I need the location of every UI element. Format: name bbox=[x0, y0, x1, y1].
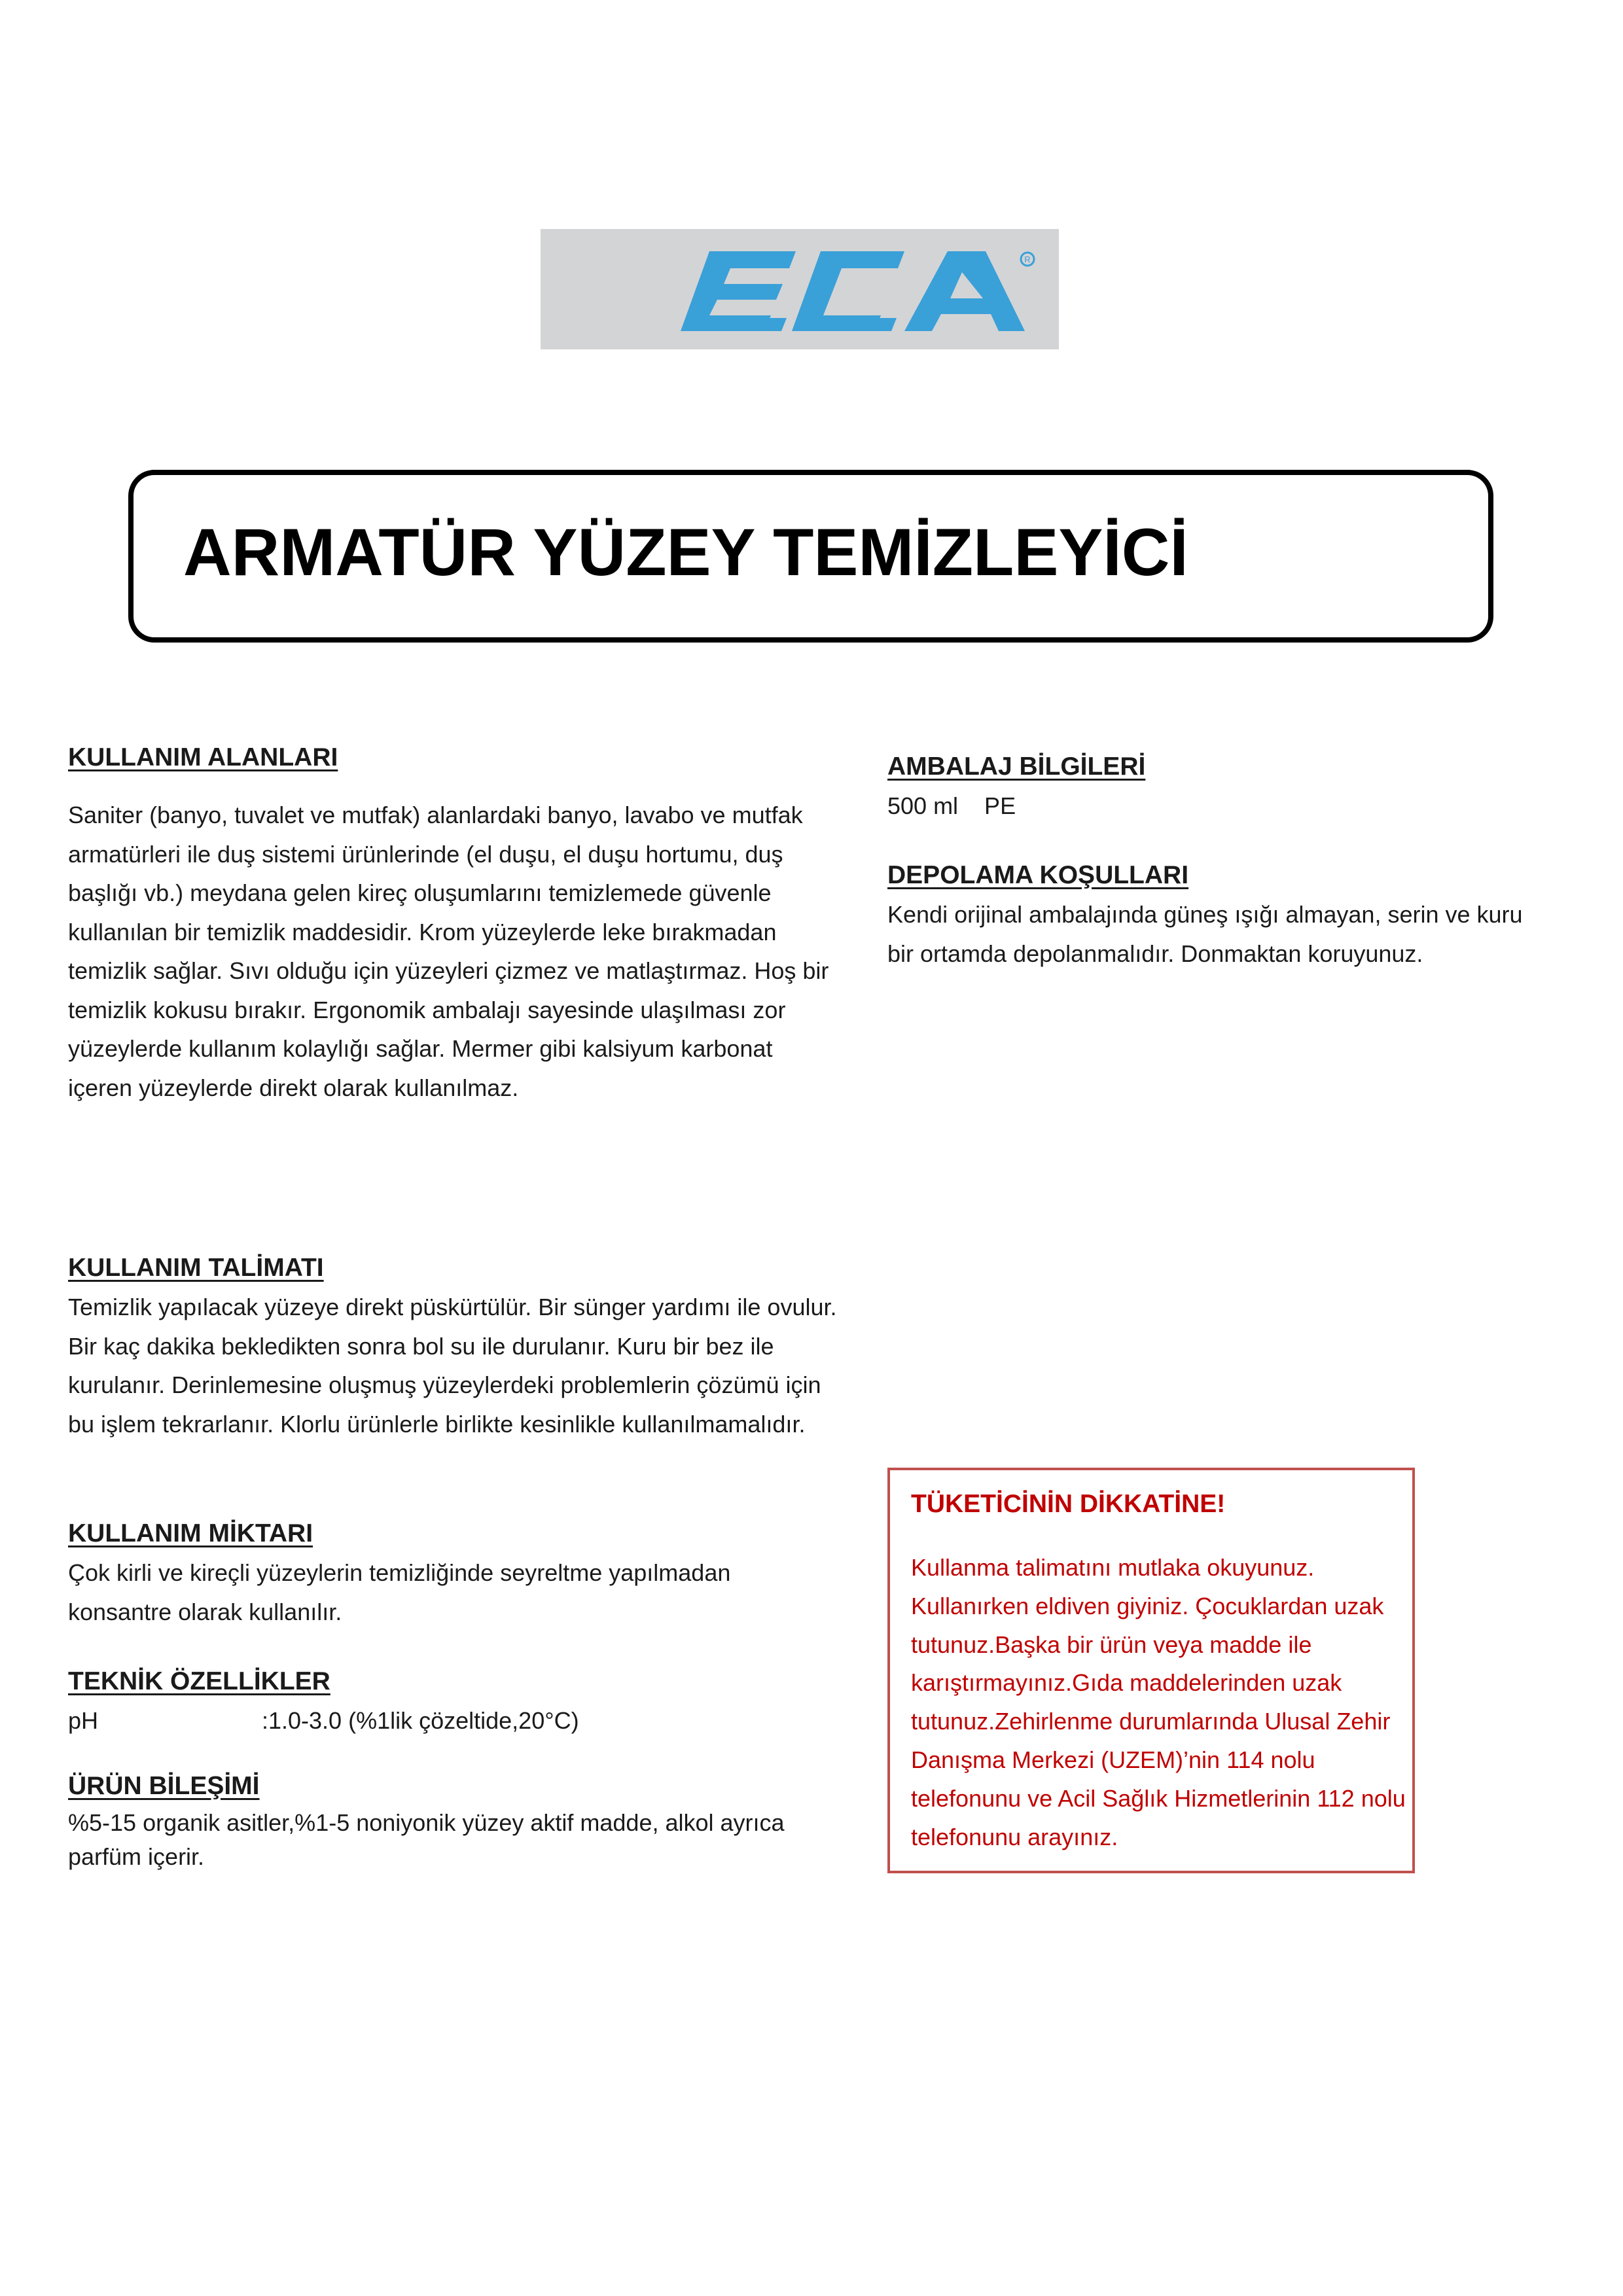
section-teknik-ozellikler bbox=[68, 1662, 840, 1740]
ph-value: :1.0-3.0 (%1lik çözeltide,20°C) bbox=[262, 1707, 579, 1734]
warning-text: Kullanma talimatını mutlaka okuyunuz. Kullanırken eldiven giyiniz. Çocuklardan uzak tutunuz.Başka bir ürün veya madde ile karıştırmayınız.Gıda maddelerinden uzak tutunuz.Zehirlenme durumlarında Ulusal Zehir Danışma Merkezi (UZEM)’nin 114 nolu telefonunu ve Acil Sağlık Hizmetlerinin 112 nolu telefonunu arayınız. bbox=[911, 1554, 1406, 1850]
section-heading: TEKNİK ÖZELLİKLER bbox=[68, 1667, 330, 1695]
section-heading: KULLANIM ALANLARI bbox=[68, 743, 338, 771]
section-text: %5-15 organik asitler,%1-5 noniyonik yüzey aktif madde, alkol ayrıca parfüm içerir. bbox=[68, 1809, 785, 1870]
section-kullanim-miktari bbox=[68, 1514, 840, 1631]
page-title: ARMATÜR YÜZEY TEMİZLEYİCİ bbox=[183, 515, 1188, 590]
section-heading: ÜRÜN BİLEŞİMİ bbox=[68, 1772, 260, 1800]
svg-text:R: R bbox=[1024, 255, 1031, 264]
section-kullanim-talimati bbox=[68, 1248, 840, 1443]
eca-logo-icon bbox=[541, 229, 1059, 349]
section-heading: AMBALAJ BİLGİLERİ bbox=[887, 752, 1146, 781]
brand-logo bbox=[541, 229, 1059, 349]
section-heading: KULLANIM TALİMATI bbox=[68, 1254, 324, 1282]
ph-label: pH bbox=[68, 1707, 99, 1734]
consumer-warning-box bbox=[887, 1468, 1415, 1873]
section-heading: KULLANIM MİKTARI bbox=[68, 1519, 313, 1547]
section-depolama bbox=[887, 856, 1542, 973]
section-urun-bilesimi bbox=[68, 1767, 840, 1874]
section-text: 500 ml PE bbox=[887, 792, 1016, 819]
ph-row bbox=[68, 1701, 840, 1740]
section-text: Çok kirli ve kireçli yüzeylerin temizliğinde seyreltme yapılmadan konsantre olarak kullanılır. bbox=[68, 1559, 731, 1625]
section-kullanim-alanlari bbox=[68, 738, 840, 1107]
section-text: Temizlik yapılacak yüzeye direkt püskürtülür. Bir sünger yardımı ile ovulur. Bir kaç dakika bekledikten sonra bol su ile durulanır. Kuru bir bez ile kurulanır. Derinlemesine oluşmuş yüzeylerdeki problemlerin çözümü için bu işlem tekrarlanır. Klorlu ürünlerle birlikte kesinlikle kullanılmamalıdır. bbox=[68, 1294, 837, 1438]
title-box bbox=[128, 470, 1493, 643]
warning-heading: TÜKETİCİNİN DİKKATİNE! bbox=[911, 1490, 1226, 1518]
section-ambalaj bbox=[887, 747, 1542, 826]
section-text: Saniter (banyo, tuvalet ve mutfak) alanlardaki banyo, lavabo ve mutfak armatürleri ile duş sistemi ürünlerinde (el duşu, el duşu hortumu, duş başlığı vb.) meydana gelen kireç oluşumlarını temizlemede güvenle kullanılan bir temizlik maddesidir. Krom yüzeylerde leke bırakmadan temizlik sağlar. Sıvı olduğu için yüzeyleri çizmez ve matlaştırmaz. Hoş bir temizlik kokusu bırakır. Ergonomik ambalajı sayesinde ulaşılması zor yüzeylerde kullanım kolaylığı sağlar. Mermer gibi kalsiyum karbonat içeren yüzeylerde direkt olarak kullanılmaz. bbox=[68, 802, 829, 1101]
section-heading: DEPOLAMA KOŞULLARI bbox=[887, 861, 1189, 889]
section-text: Kendi orijinal ambalajında güneş ışığı almayan, serin ve kuru bir ortamda depolanmalıdır. Donmaktan koruyunuz. bbox=[887, 901, 1523, 967]
